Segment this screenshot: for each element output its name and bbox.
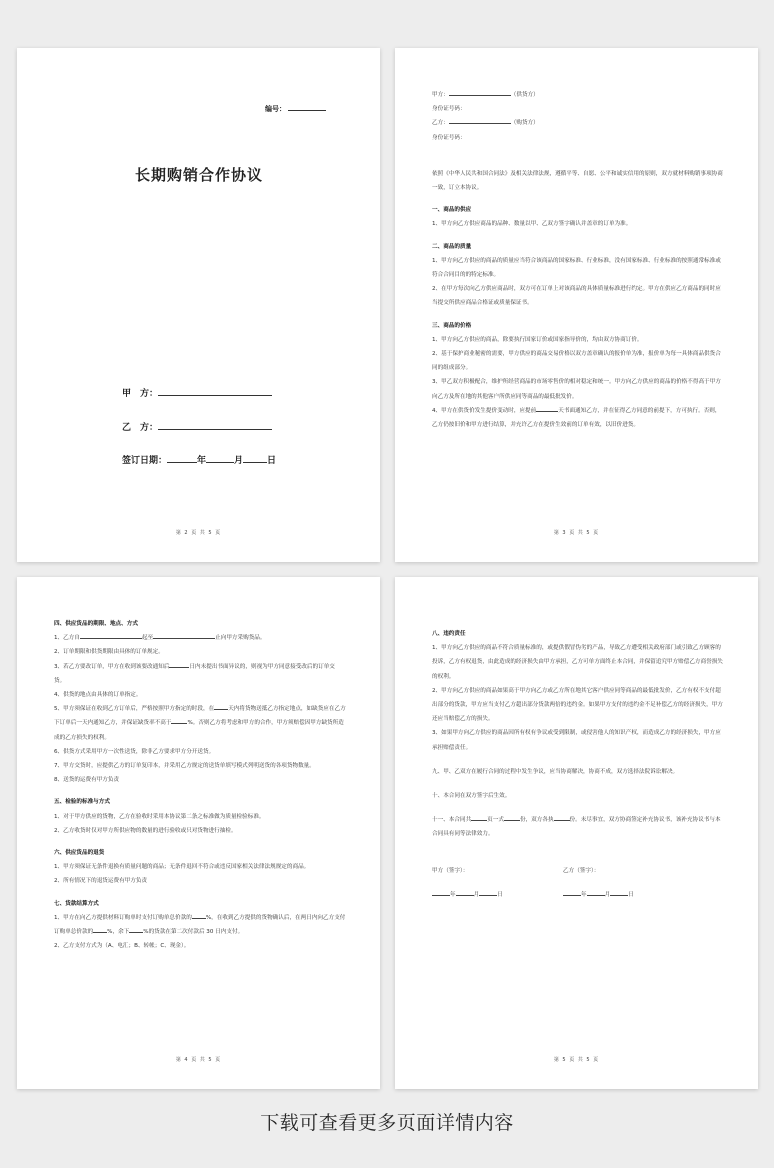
page-content [54, 617, 346, 953]
contract-page-5 [395, 577, 758, 1089]
party-a-line: 甲方： （供货方） [432, 92, 539, 98]
paragraph: 十一、本合同共 页一式 份，双方各执 份。未尽事宜，双方协商签定补充协议书，该补充协议书与本合同具有同等法律效力。 [432, 817, 721, 838]
section-heading: 六、供应货品的退货 [54, 850, 105, 857]
paragraph: 2、在甲方每次向乙方供应商品时，双方可在订单上对该商品的具体质量标准进行约定。甲方在供应乙方商品的同时应当提交所供应商品合格证或质量保证书。 [432, 286, 721, 307]
page-number: 第 5 页 共 5 页 [553, 1057, 600, 1063]
contract-page-4 [17, 577, 380, 1089]
section-heading: 七、货款结算方式 [54, 900, 99, 907]
paragraph: 1、甲方向乙方供应的商品，除要执行国家订价或国家指导价的，均由双方协商订价。 [432, 336, 643, 343]
section-heading: 五、检验的标准与方式 [54, 799, 110, 806]
paragraph: 6、供货方式采用甲方一次性送货，除非乙方要求甲方分开送货。 [54, 748, 215, 755]
paragraph: 3、若乙方要改订单，甲方在收到该要改通知后 日内未提出书面异议的，则视为甲方同意接受改后的订单交货。 [54, 663, 335, 684]
page-number: 第 3 页 共 5 页 [553, 530, 600, 536]
page-content [432, 627, 724, 902]
page-number: 第 2 页 共 5 页 [175, 530, 222, 536]
id-a-line: 身份证号码： [432, 106, 466, 113]
document-title: 长期购销合作协议 [135, 166, 264, 184]
download-hint: 下载可查看更多页面详情内容 [260, 1112, 514, 1134]
intro-paragraph: 依照《中华人民共和国合同法》及相关法律法规，遵循平等、自愿、公平和诚实信用的原则，双方就材料购销事项协商一致，订立本协议。 [432, 170, 723, 192]
paragraph: 1、甲方向乙方供应的商品的质量应当符合该商品的国家标准、行业标准，没有国家标准、行业标准的按照通常标准或符合合同目的的特定标准。 [432, 257, 721, 279]
section-heading: 二、商品的质量 [432, 243, 472, 250]
paragraph: 十、本合同在双方签字后生效。 [432, 793, 511, 800]
paragraph: 1、对于甲方供应的货物，乙方在验收时采用本协议第二条之标准做为质量检验标准。 [54, 813, 265, 820]
paragraph: 2、乙方支付方式为（A、电汇；B、转帐；C、现金）。 [54, 943, 190, 950]
paragraph: 1、甲方向乙方供应的商品不符合质量标准的，或提供假冒伪劣的产品，导致乙方遭受相关政府部门或引致乙方顾客的投诉，乙方有权退货，由此造成的经济损失由甲方承担，乙方可单方面终止本合同，并保留追究甲方赔偿乙方商誉损失的权利。 [432, 645, 723, 680]
page-number: 第 4 页 共 5 页 [175, 1057, 222, 1063]
sign-date-field: 签订日期： 年 月 日 [122, 456, 277, 466]
paragraph: 2、基于保护商业秘密的需要，甲方供应的商品交易价格以双方盖章确认的报价单为准，报价单为每一具体商品供货合同的组成部分。 [432, 351, 721, 372]
contract-number: 编号： [265, 104, 326, 114]
signature-date-row: 年 月 日 年 月 日 [432, 888, 724, 902]
paragraph: 8、送货的运费有甲方负责 [54, 777, 120, 784]
paragraph: 2、乙方收货时仅对甲方所供应物的数量的进行验收或只对货物进行抽检。 [54, 827, 237, 834]
section-heading: 四、供应货品的期限、地点、方式 [54, 621, 138, 627]
paragraph: 1、甲方向乙方供应商品的品种、数量以甲、乙双方签字确认并盖章的订单为准。 [432, 221, 632, 228]
paragraph: 4、甲方在供货价发生提价变动时，应提前 天书面通知乙方，并在征得乙方同意的前提下，方可执行。否则，乙方仍按旧价和甲方进行结算，并充许乙方在提价生效前的订单有效，以旧价进货。 [432, 407, 721, 429]
section-heading: 一、商品的供应 [432, 207, 472, 214]
paragraph: 九、甲、乙双方在履行合同的过程中发生争议，应当协商解决，协商不成，双方选择法院诉讼解决。 [432, 768, 679, 775]
page-content [432, 88, 724, 432]
paragraph: 1、甲方须保证无条件退换有质量问题的商品；无条件退回不符合或违反国家相关法律法规规定的商品。 [54, 864, 310, 871]
contract-page-3 [395, 48, 758, 562]
party-b-field: 乙 方： [122, 420, 272, 433]
party-a-field: 甲 方： [122, 386, 272, 399]
paragraph: 5、甲方须保证在收到乙方订单后，严格按照甲方指定的时段，在 天内将货物送抵乙方指定地点，如缺货应在乙方下订单后一天内通知乙方，并保证缺货率不高于 %。否则乙方将考虑和甲方的合作，甲方须赔偿因甲方缺货所造成的乙方损失的权利。 [54, 706, 346, 741]
paragraph: 2、甲方向乙方供应的商品如果高于甲方向乙方或乙方所在地其它客户供应同等商品的最低批发价，乙方有权不支付超出部分的货款，甲方应当支付乙方超出部分货款两倍的违约金。如果甲方支付的违约金不足补偿乙方的经济损失，甲方还应当赔偿乙方的损失。 [432, 687, 723, 723]
paragraph: 7、甲方交货时，应提供乙方的订单复印本，并采用乙方规定的送货单填写模式列明送货的各项货物数量。 [54, 763, 315, 770]
section-heading: 八、违约责任 [432, 631, 466, 637]
paragraph: 3、如果甲方向乙方供应的商品因所有权有争议或受到限制，或侵害他人的知识产权，而造成乙方的经济损失，甲方应承担赔偿责任。 [432, 730, 721, 751]
id-b-line: 身份证号码： [432, 134, 466, 141]
paragraph: 3、甲乙双方积极配合，维护所经营商品的市场零售价的相对稳定和统一。甲方向乙方供应的商品的价格不得高于甲方向乙方及所在地的其他客户所供应同等商品的最低批发价。 [432, 379, 721, 400]
paragraph: 1、甲方在向乙方提供材料订购单时支付订购单总价款的 %，在收到乙方提供的货物确认后，在两日内向乙方支付订购单总价款的 %，余下 %的货款在第二次付款后 30 日内支付。 [54, 914, 346, 936]
paragraph: 2、订单期限和供货期限由具体的订单规定。 [54, 649, 164, 656]
paragraph: 4、供货的地点由具体的订单指定。 [54, 692, 142, 699]
signature-row: 甲方（签字）： 乙方（签字）： [432, 867, 600, 874]
cover-page [17, 48, 380, 562]
party-b-line: 乙方： （购货方） [432, 120, 539, 127]
paragraph: 2、所有情况下的退货运费有甲方负责 [54, 878, 148, 885]
section-heading: 三、商品的价格 [432, 322, 472, 329]
paragraph: 1、乙方自 起至 止向甲方采购货品。 [54, 635, 266, 642]
